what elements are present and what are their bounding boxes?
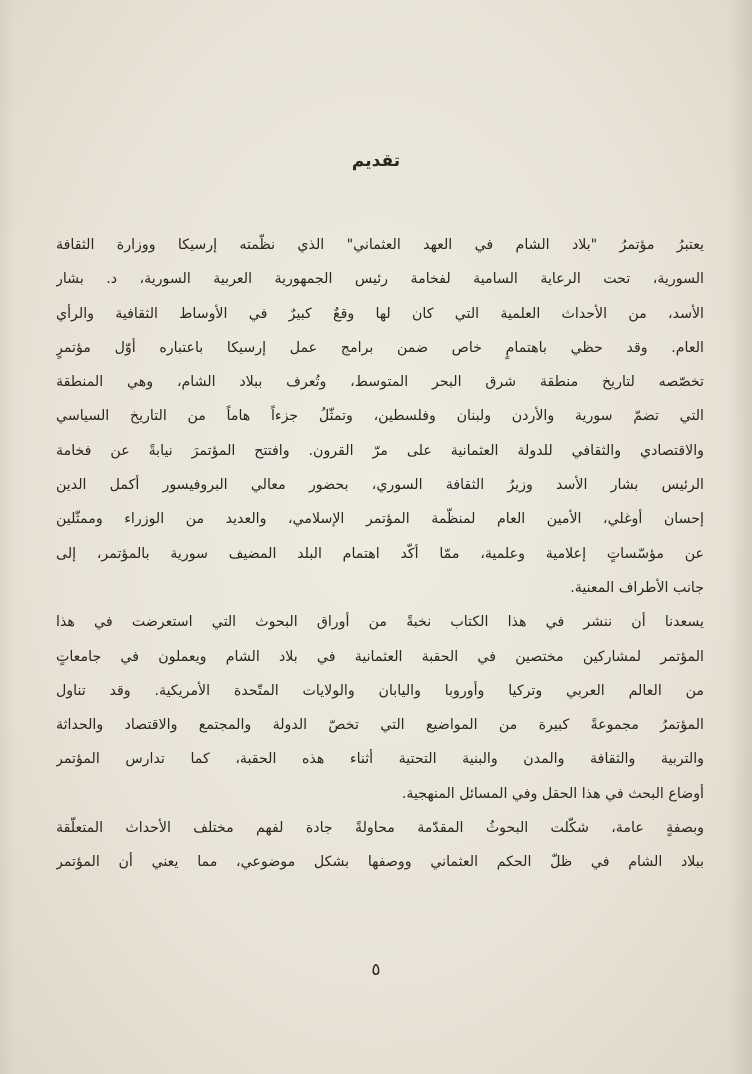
text-line: الأسد، من الأحداث العلمية التي كان لها وقعٌ كبيرٌ في الأوساط الثقافية والرأي <box>56 305 704 322</box>
text-line: تخصّصه لتاريخ منطقة شرق البحر المتوسط، وتُعرف ببلاد الشام، وهي المنطقة <box>56 374 704 391</box>
text-line: وبصفةٍ عامة، شكّلت البحوثُ المقدّمة محاولةً جادة لفهم مختلف الأحداث المتعلّقة <box>56 820 704 837</box>
paragraph-1 <box>56 228 704 605</box>
text-line: أوضاع البحث في هذا الحقل وفي المسائل المنهجية. <box>401 785 704 802</box>
text-line: يسعدنا أن ننشر في هذا الكتاب نخبةً من أوراق البحوث التي استعرضت في هذا <box>56 614 704 631</box>
text-line: إحسان أوغلي، الأمين العام لمنظّمة المؤتمر الإسلامي، والعديد من الوزراء وممثّلين <box>56 511 704 528</box>
text-line: من العالم العربي وتركيا وأوروبا واليابان والولايات المتّحدة الأمريكية. وقد تناول <box>56 682 704 699</box>
page-number: ٥ <box>371 960 381 980</box>
paragraph-3 <box>56 811 704 880</box>
text-line: يعتبرُ مؤتمرُ "بلاد الشام في العهد العثماني" الذي نظّمته إرسيكا ووزارة الثقافة <box>56 237 704 253</box>
text-line: والتربية والثقافة والمدن والبنية التحتية أثناء هذه الحقبة، كما تدارس المؤتمر <box>56 751 704 768</box>
text-line: والاقتصادي والثقافي للدولة العثمانية على مرّ القرون. وافتتح المؤتمرَ نيابةً عن فخامة <box>56 442 704 459</box>
text-line: جانب الأطراف المعنية. <box>570 579 704 596</box>
paragraph-2 <box>56 605 704 811</box>
text-line: التي تضمّ سورية والأردن ولبنان وفلسطين، وتمثّلُ جزءاً هاماً من التاريخ السياسي <box>56 408 704 425</box>
text-line: عن مؤسّساتٍ إعلامية وعلمية، ممّا أكّد اهتمام البلد المضيف سورية بالمؤتمر، إلى <box>56 545 704 562</box>
text-line: ببلاد الشام في ظلّ الحكم العثماني ووصفها بشكل موضوعي، مما يعني أن المؤتمر <box>56 854 704 871</box>
text-line: السورية، تحت الرعاية السامية لفخامة رئيس الجمهورية العربية السورية، د. بشار <box>56 271 704 288</box>
text-line: المؤتمرُ مجموعةً كبيرة من المواضيع التي تخصّ الدولة والمجتمع والاقتصاد والحداثة <box>56 717 704 734</box>
page-heading: تقديم <box>351 151 401 171</box>
text-line: الرئيس بشار الأسد وزيرُ الثقافة السوري، بحضور معالي البروفيسور أكمل الدين <box>56 477 704 494</box>
text-line: المؤتمر لمشاركين مختصين في الحقبة العثمانية في بلاد الشام ويعملون في جامعاتٍ <box>56 648 704 665</box>
body-text <box>56 228 704 880</box>
text-line: العام. وقد حظي باهتمامٍ خاص ضمن برامج عمل إرسيكا باعتباره أوّل مؤتمرٍ <box>56 339 704 356</box>
